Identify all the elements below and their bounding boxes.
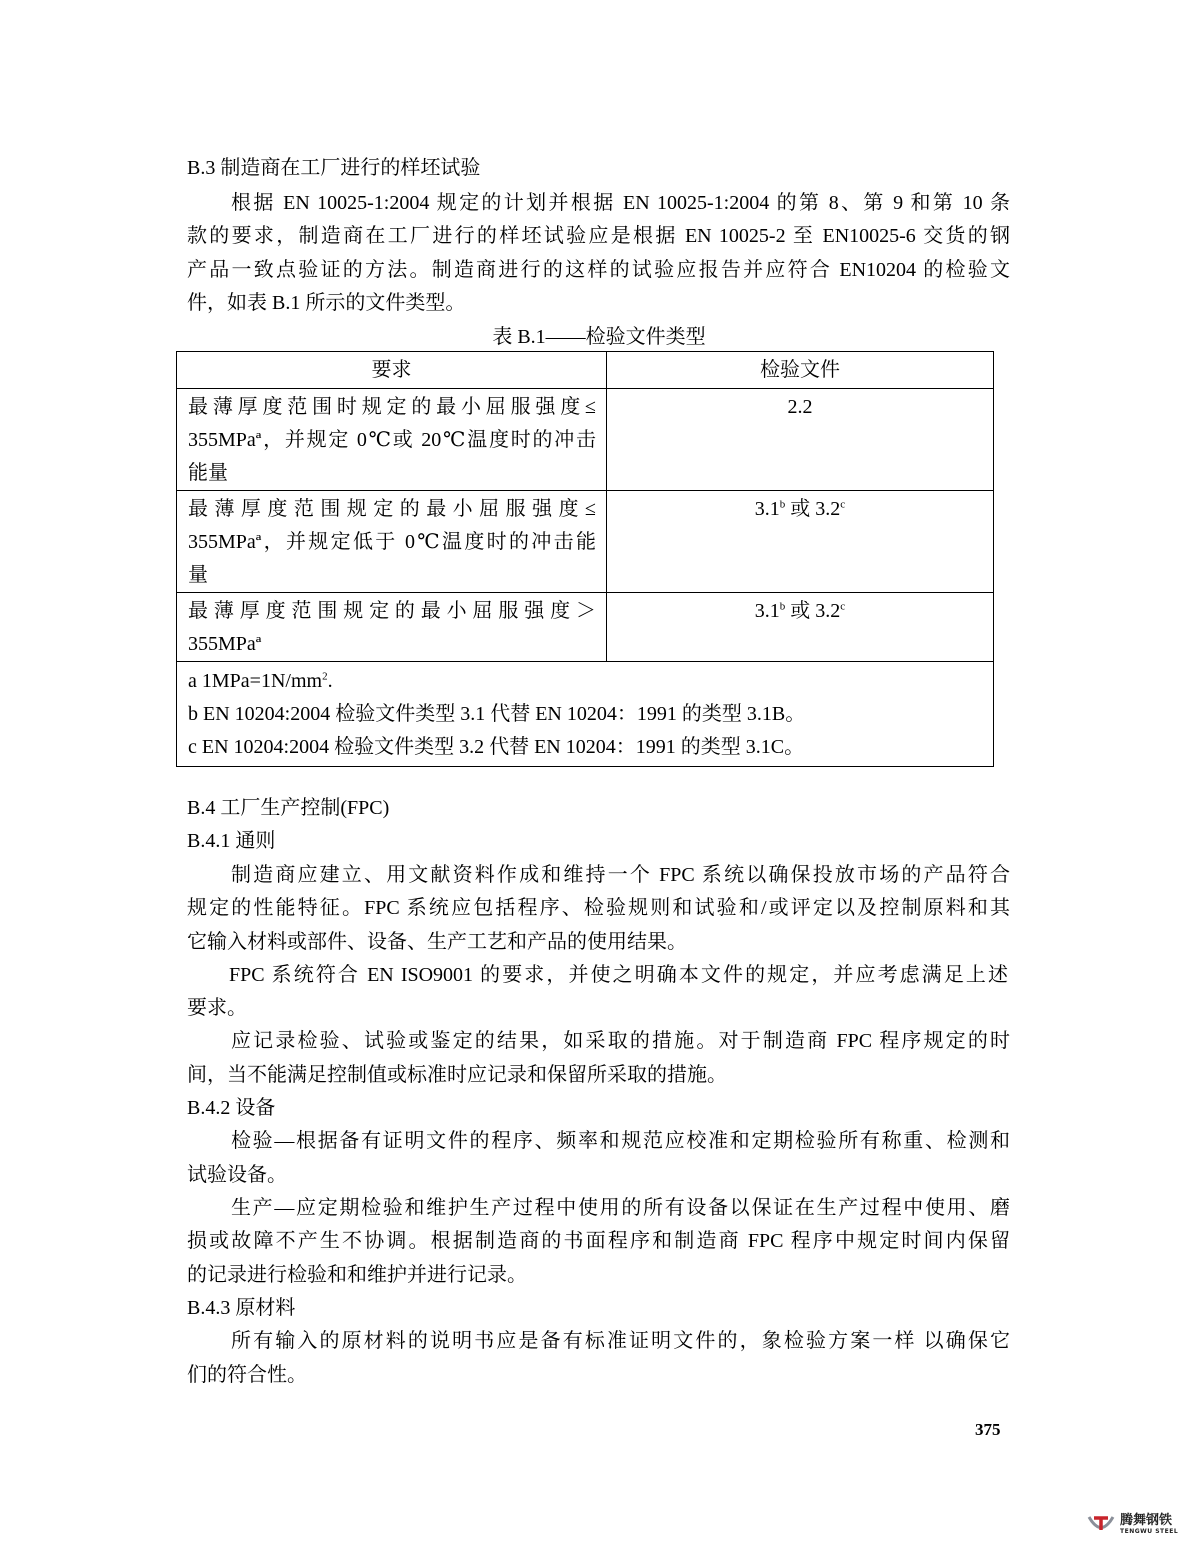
b3-paragraph-line: 根据 EN 10025-1:2004 规定的计划并根据 EN 10025-1:2004 的第 8、第 9 和第 10 条 <box>231 192 1010 214</box>
section-b41-heading: B.4.1 通则 <box>187 830 276 852</box>
table-caption: 表 B.1——检验文件类型 <box>492 326 706 348</box>
header-document: 检验文件 <box>607 352 994 389</box>
paragraph-line: 制造商应建立、用文献资料作成和维持一个 FPC 系统以确保投放市场的产品符合 <box>231 864 1010 886</box>
or-text: 或 <box>785 600 816 622</box>
cell-line: 量 <box>188 564 208 586</box>
paragraph-line: 检验—根据备有证明文件的程序、频率和规范应校准和定期检验所有称重、检测和 <box>231 1130 1010 1152</box>
paragraph-line: 规定的性能特征。FPC 系统应包括程序、检验规则和试验和/或评定以及控制原料和其 <box>187 897 1010 919</box>
header-requirement: 要求 <box>177 352 607 389</box>
section-b42-heading: B.4.2 设备 <box>187 1097 276 1119</box>
paragraph-line: 它输入材料或部件、设备、生产工艺和产品的使用结果。 <box>187 931 687 953</box>
requirement-cell <box>177 593 607 662</box>
b3-paragraph-line: 件，如表 B.1 所示的文件类型。 <box>187 292 466 314</box>
paragraph-line: 应记录检验、试验或鉴定的结果，如采取的措施。对于制造商 FPC 程序规定的时 <box>231 1030 1010 1052</box>
footnote-ref: c <box>840 498 846 511</box>
footnote-ref: c <box>840 600 846 613</box>
logo-text-en: TENGWU STEEL <box>1120 1527 1179 1535</box>
paragraph-line: 所有输入的原材料的说明书应是备有标准证明文件的，象检验方案一样 以确保它 <box>231 1330 1010 1352</box>
footnote-ref: b <box>779 600 786 613</box>
doc-type: 3.2 <box>815 498 841 520</box>
footnotes-cell <box>177 662 994 767</box>
doc-type: 3.1 <box>754 498 780 520</box>
footnote-b: b EN 10204:2004 检验文件类型 3.1 代替 EN 10204：1991 的类型 3.1B。 <box>188 703 806 725</box>
cell-line: 355MPaª，并规定低于 0℃温度时的冲击能 <box>188 531 596 553</box>
document-cell <box>607 593 994 662</box>
doc-type: 3.1 <box>754 600 780 622</box>
inspection-document-table <box>176 351 994 767</box>
table-row <box>177 491 994 593</box>
document-cell: 2.2 <box>607 389 994 491</box>
footnote-ref: b <box>779 498 786 511</box>
cell-line: 最薄厚度范围规定的最小屈服强度＞ <box>188 600 596 622</box>
paragraph-line: 们的符合性。 <box>187 1364 307 1386</box>
requirement-cell <box>177 389 607 491</box>
or-text: 或 <box>785 498 816 520</box>
paragraph-line: 要求。 <box>187 997 247 1019</box>
section-b4-heading: B.4 工厂生产控制(FPC) <box>187 797 390 819</box>
page-number: 375 <box>975 1420 1001 1439</box>
paragraph-line: FPC 系统符合 EN ISO9001 的要求，并使之明确本文件的规定，并应考虑满足上述 <box>229 964 1008 986</box>
section-b3-heading: B.3 制造商在工厂进行的样坯试验 <box>187 157 481 179</box>
cell-line: 355MPaª，并规定 0℃或 20℃温度时的冲击 <box>188 429 596 451</box>
cell-line: 最薄厚度范围时规定的最小屈服强度≤ <box>188 396 596 418</box>
footnote-a: a $1MPa=1N/mm^2$. <box>188 670 333 692</box>
tengwu-logo-icon <box>1086 1512 1116 1536</box>
table-header-row <box>177 352 994 389</box>
table-row <box>177 389 994 491</box>
paragraph-line: 试验设备。 <box>187 1164 287 1186</box>
b3-paragraph-line: 产品一致点验证的方法。制造商进行的这样的试验应报告并应符合 EN10204 的检验文 <box>187 259 1010 281</box>
logo-text-cn: 腾舞钢铁 <box>1120 1512 1173 1528</box>
table-row <box>177 593 994 662</box>
section-b43-heading: B.4.3 原材料 <box>187 1297 296 1319</box>
paragraph-line: 的记录进行检验和和维护并进行记录。 <box>187 1264 527 1286</box>
tengwu-logo <box>1086 1512 1178 1536</box>
document-cell <box>607 491 994 593</box>
paragraph-line: 间，当不能满足控制值或标准时应记录和保留所采取的措施。 <box>187 1064 727 1086</box>
cell-line: 最薄厚度范围规定的最小屈服强度≤ <box>188 498 596 520</box>
cell-line: 能量 <box>188 462 228 484</box>
cell-line: 355MPaª <box>188 633 262 655</box>
paragraph-line: 损或故障不产生不协调。根据制造商的书面程序和制造商 FPC 程序中规定时间内保留 <box>187 1230 1010 1252</box>
footnote-c: c EN 10204:2004 检验文件类型 3.2 代替 EN 10204：1991 的类型 3.1C。 <box>188 736 805 758</box>
paragraph-line: 生产—应定期检验和维护生产过程中使用的所有设备以保证在生产过程中使用、磨 <box>231 1197 1010 1219</box>
table-footnotes-row <box>177 662 994 767</box>
requirement-cell <box>177 491 607 593</box>
b3-paragraph-line: 款的要求，制造商在工厂进行的样坯试验应是根据 EN 10025-2 至 EN10025-6 交货的钢 <box>187 225 1010 247</box>
doc-type: 3.2 <box>815 600 841 622</box>
